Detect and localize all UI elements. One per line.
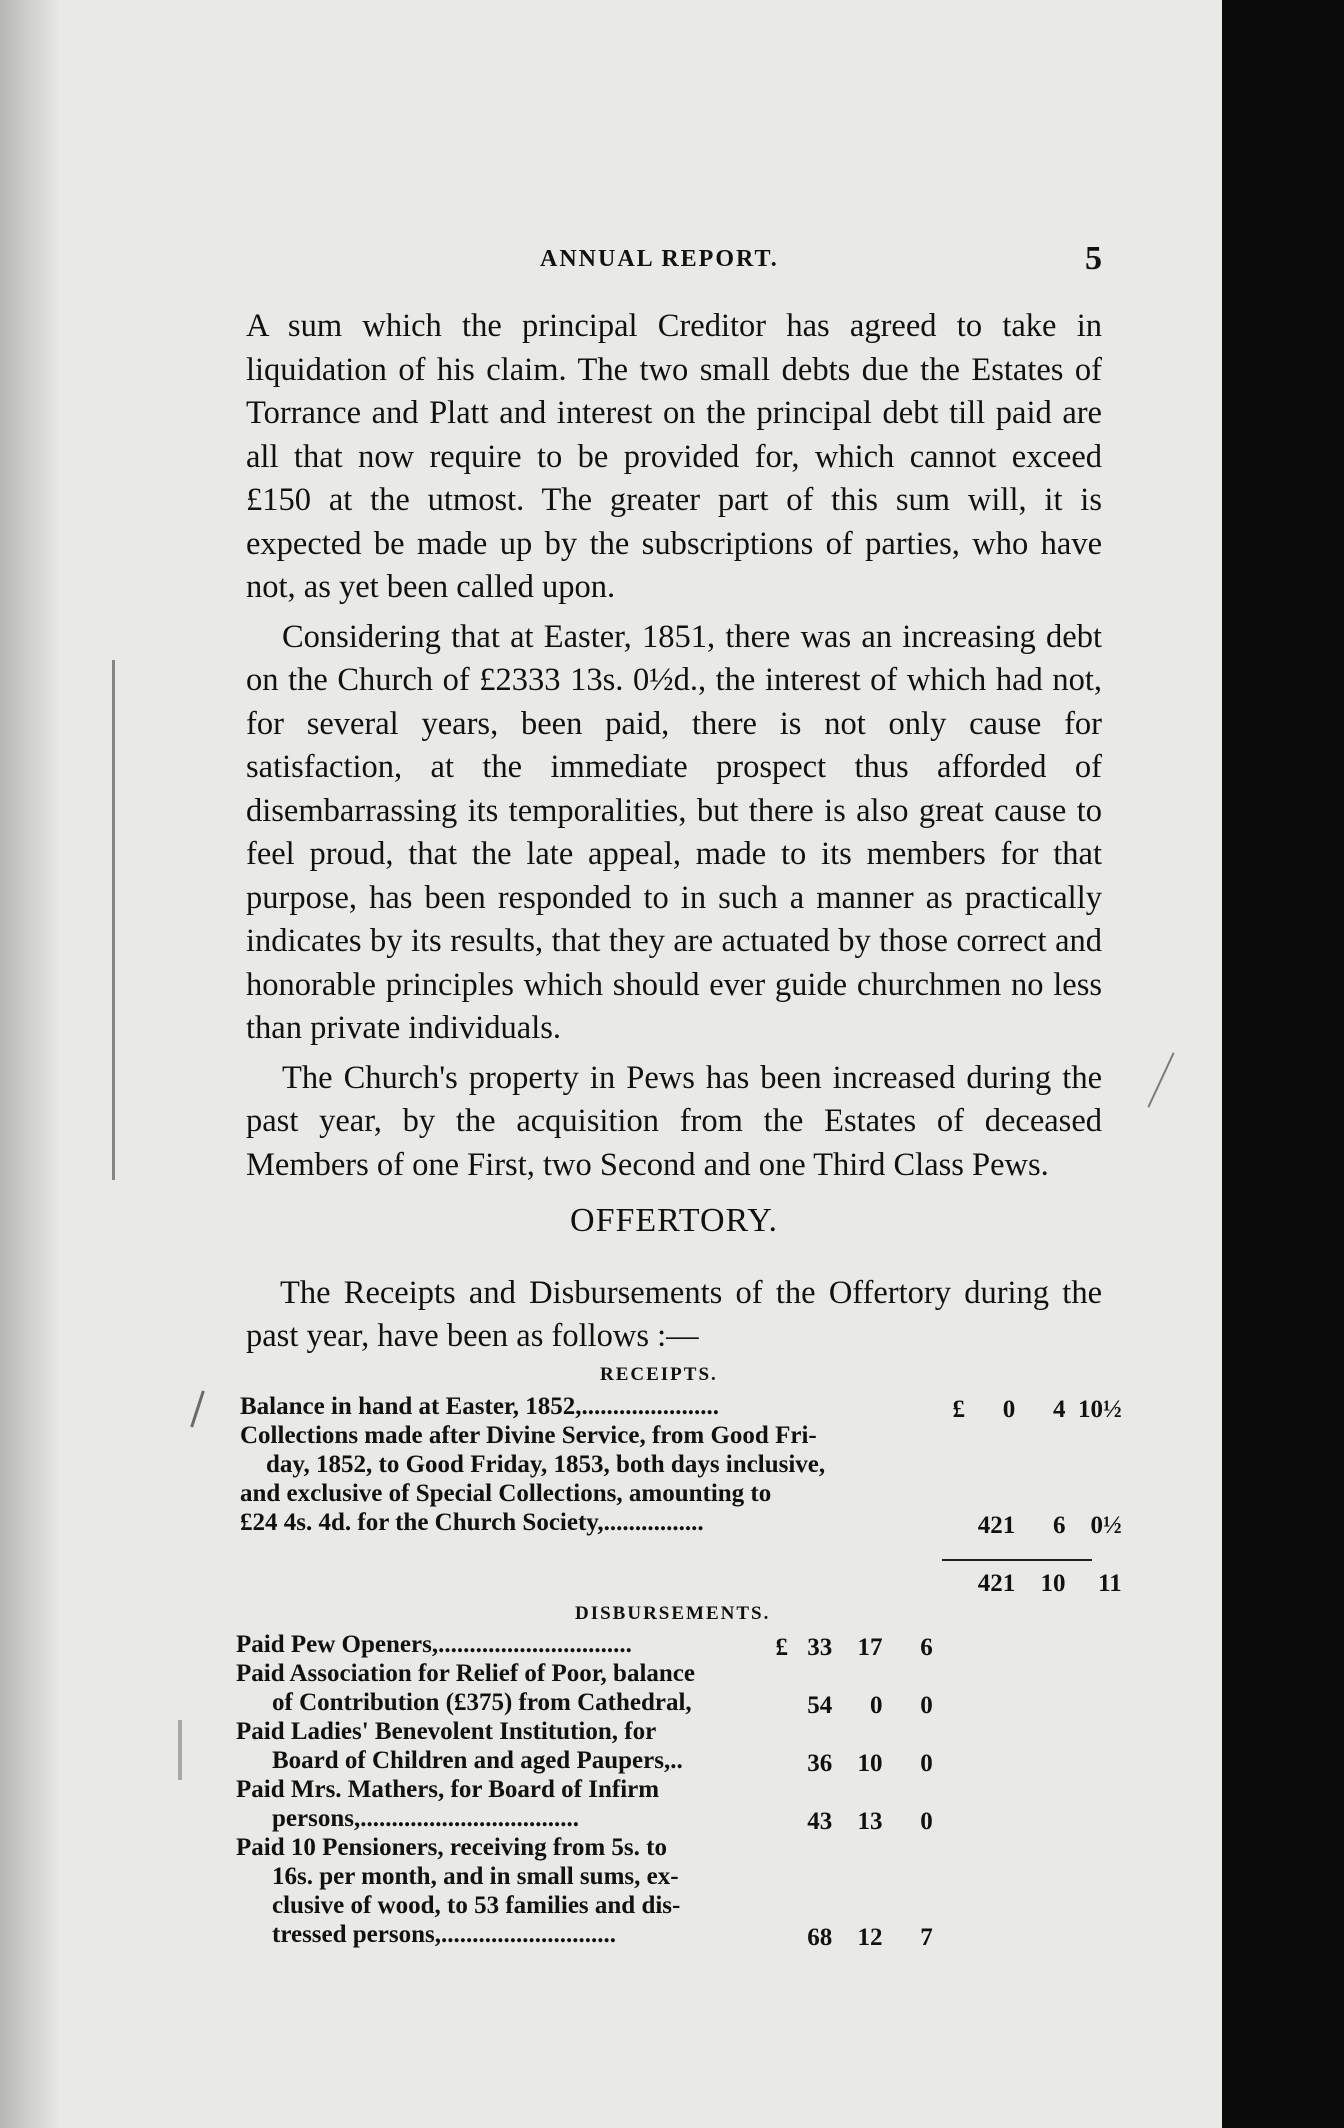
receipt-amount: £ 0 4 10½ <box>952 1396 1122 1423</box>
receipt-amount: 421 6 0½ <box>977 1512 1122 1539</box>
pencil-mark <box>190 1390 205 1427</box>
disbursement-amount: 68 12 7 <box>807 1924 933 1951</box>
disbursements-heading: DISBURSEMENTS. <box>575 1603 771 1624</box>
disbursement-row: Paid Mrs. Mathers, for Board of Infirm persons,................................... <box>236 1776 660 1832</box>
body-text <box>246 305 1102 1193</box>
disbursements-ledger <box>236 1630 756 1949</box>
disbursement-amount: 43 13 0 <box>807 1808 933 1835</box>
page-fold-shadow <box>0 0 60 2128</box>
receipt-row <box>240 1392 920 1421</box>
margin-crease <box>112 660 115 1180</box>
disbursement-amount: 54 0 0 <box>807 1692 933 1719</box>
receipts-total: 421 10 11 <box>977 1570 1122 1597</box>
disbursement-amount: £ 33 17 6 <box>775 1634 933 1661</box>
page-number: 5 <box>1085 240 1102 277</box>
disbursement-row: Paid Pew Openers,............................... <box>236 1631 632 1658</box>
receipt-description: Collections made after Divine Service, from Good Fri- day, 1852, to Good Friday, 1853, both days inclusive, and exclusive of Special Collections, amounting to £24 4s. 4d. for the Church Society,................ <box>240 1422 826 1536</box>
receipt-row <box>240 1421 920 1537</box>
disbursement-amount: 36 10 0 <box>807 1750 933 1777</box>
receipts-ledger <box>240 1392 920 1537</box>
receipt-description: Balance in hand at Easter, 1852,...................... <box>240 1393 719 1420</box>
offertory-intro: The Receipts and Disbursements of the Offertory during the past year, have been as follows :— <box>246 1275 1102 1354</box>
disbursement-row: Paid 10 Pensioners, receiving from 5s. to 16s. per month, and in small sums, ex- clusive of wood, to 53 families and dis- tressed persons,............................ <box>236 1834 681 1948</box>
paragraph-pews: The Church's property in Pews has been increased during the past year, by the acquisition from the Estates of deceased Members of one First, two Second and one Third Class Pews. <box>246 1059 1102 1183</box>
total-rule <box>942 1559 1092 1561</box>
paragraph-debt: Considering that at Easter, 1851, there was an increasing debt on the Church of £2333 13s. 0½d., the interest of which had not, for several years, been paid, there is not only cause for satisfaction, at the immediate prospect thus afforded of disembarrassing its temporalities, but there is also great cause to feel proud, that the late appeal, made to its members for that purpose, has been responded to in such a manner as practically indicates by its results, that they are actuated by those correct and honorable principles which should ever guide churchmen no less than private individuals. <box>246 618 1102 1046</box>
disbursement-row: Paid Ladies' Benevolent Institution, for Board of Children and aged Paupers,.. <box>236 1718 683 1774</box>
running-head: ANNUAL REPORT. <box>540 246 779 272</box>
paragraph-continuation: A sum which the principal Creditor has agreed to take in liquidation of his claim. The two small debts due the Estates of Torrance and Platt and interest on the principal debt till paid are all that now require to be provided for, which cannot exceed £150 at the utmost. The greater part of this sum will, it is expected be made up by the subscriptions of parties, who have not, as yet been called upon. <box>246 308 1102 605</box>
pencil-mark <box>1147 1052 1174 1107</box>
page-header <box>240 240 1102 280</box>
scan-smudge <box>178 1720 182 1780</box>
disbursement-row: Paid Association for Relief of Poor, balance of Contribution (£375) from Cathedral, <box>236 1660 695 1716</box>
receipts-heading: RECEIPTS. <box>600 1364 718 1385</box>
offertory-title: OFFERTORY. <box>570 1202 778 1239</box>
